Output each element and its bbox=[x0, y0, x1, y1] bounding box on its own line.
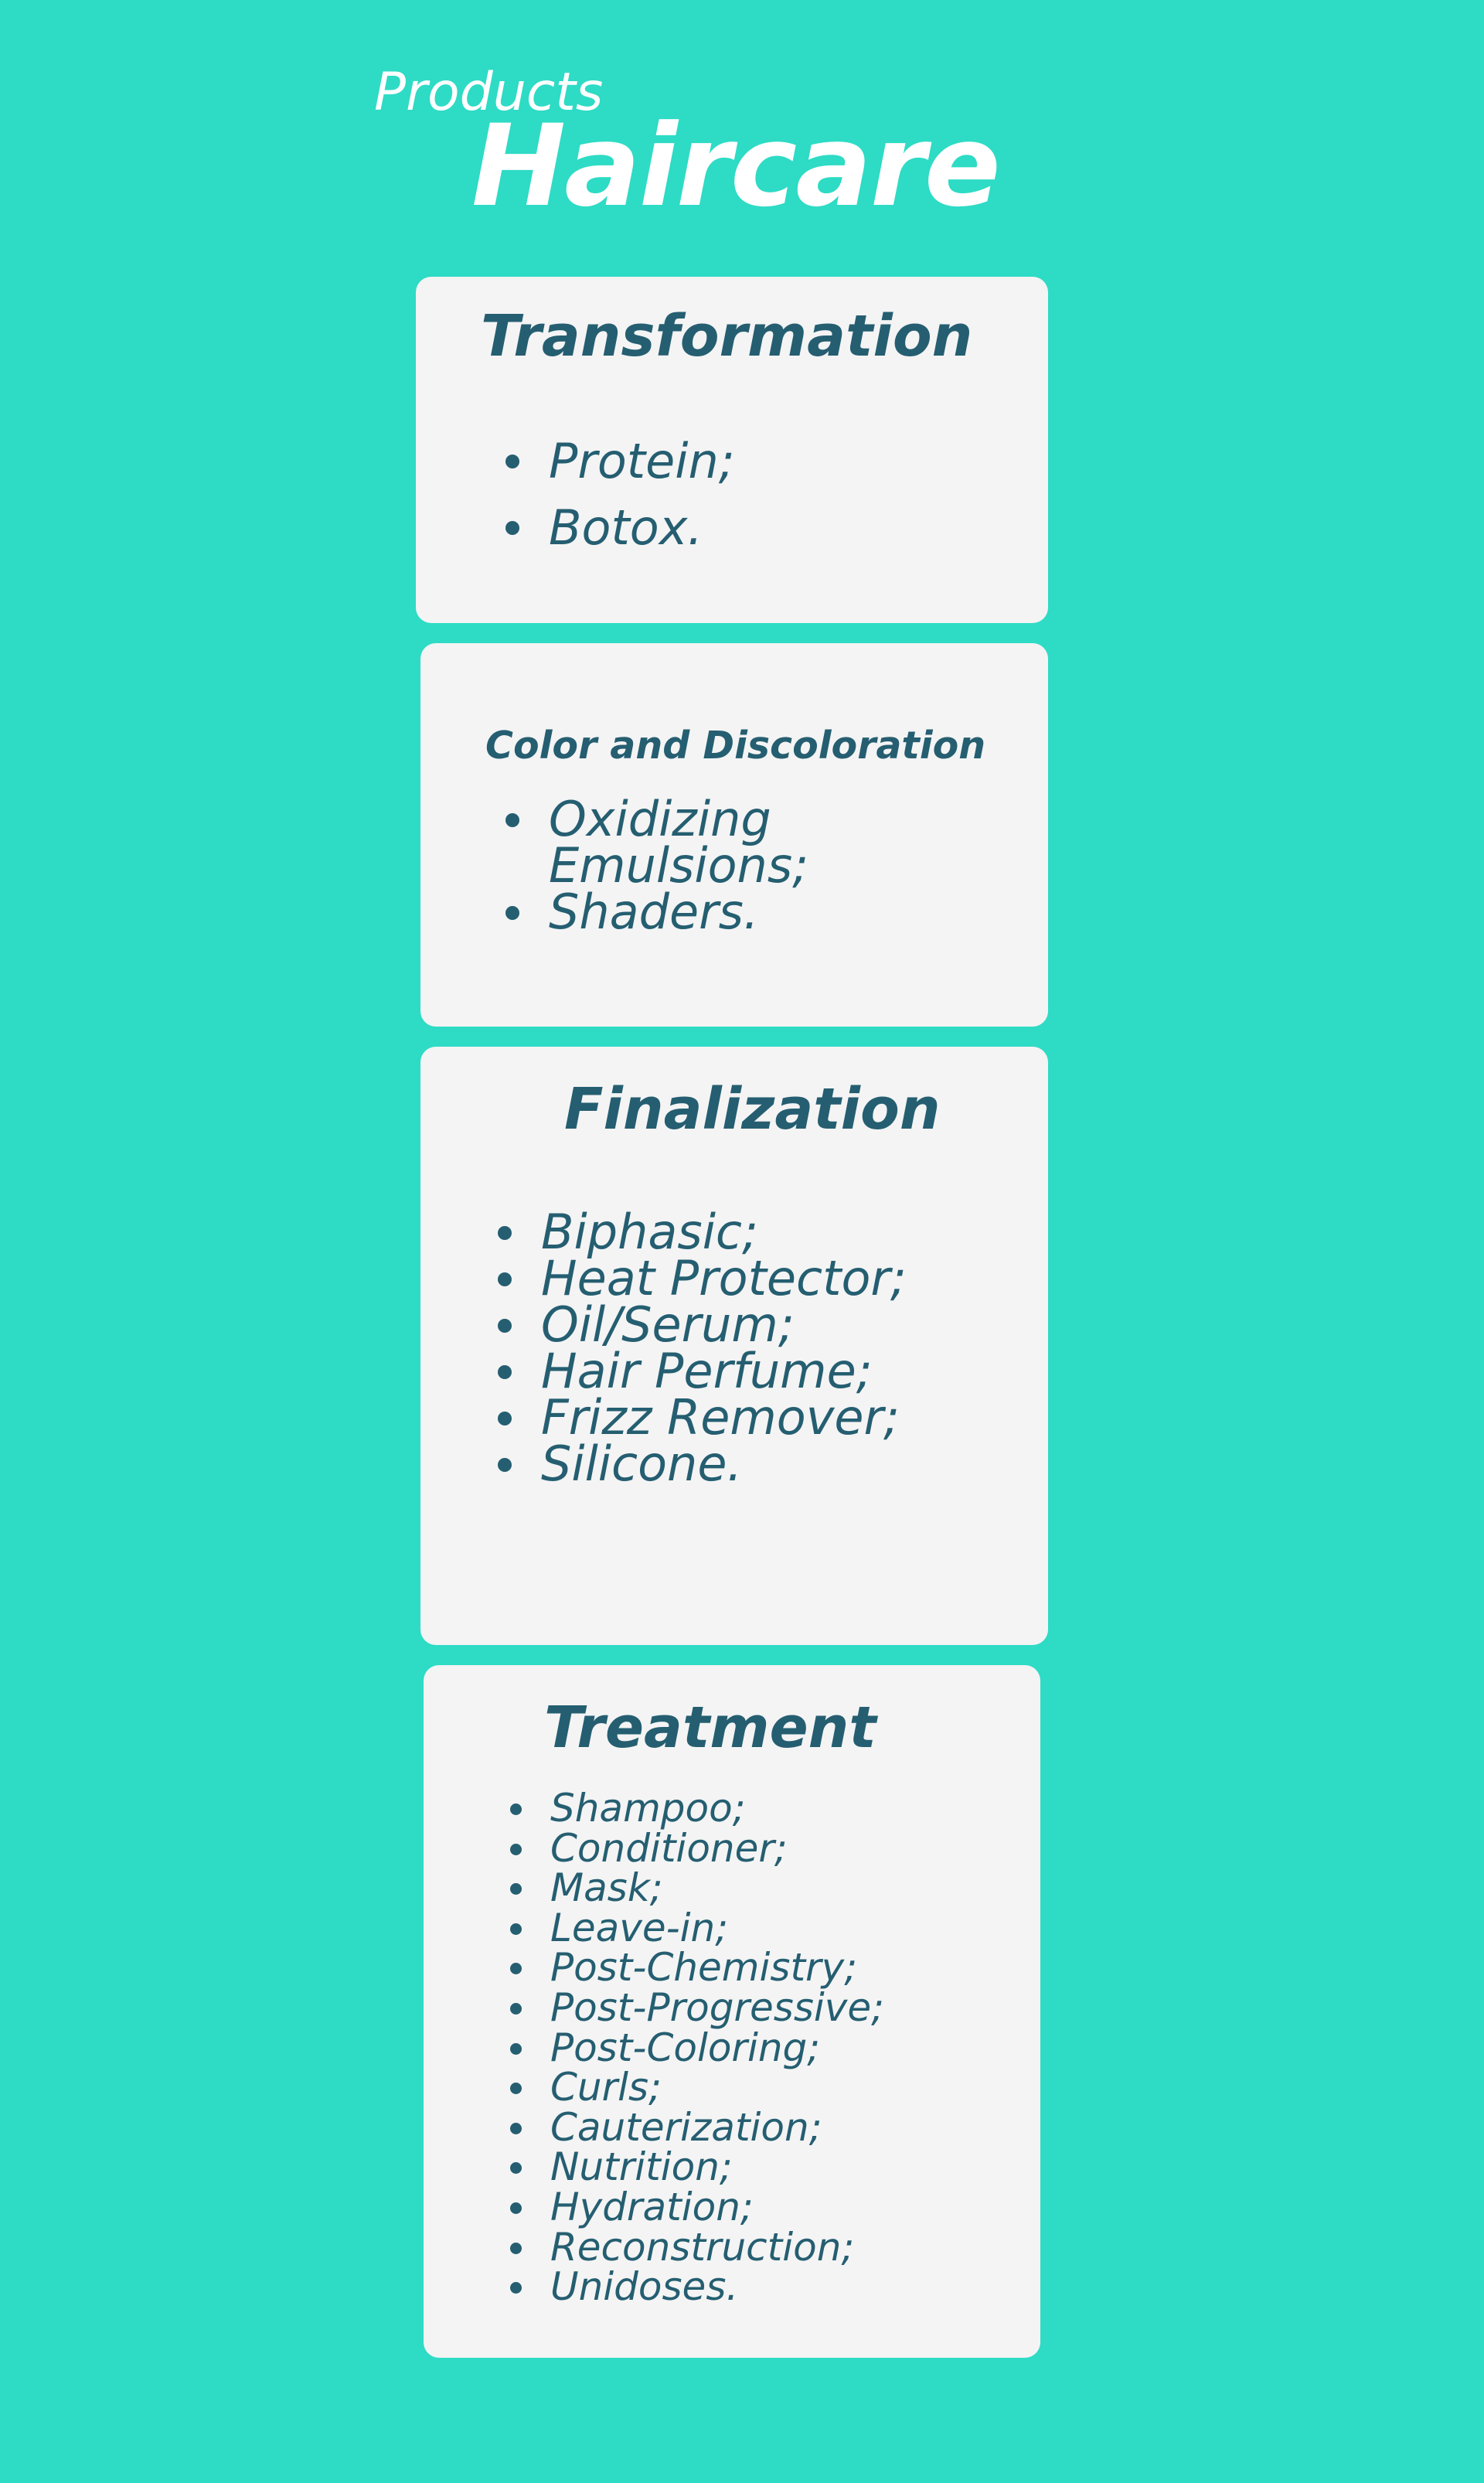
list-item: Heat Protector; bbox=[498, 1255, 907, 1302]
card-title: Finalization bbox=[564, 1076, 941, 1143]
card-treatment bbox=[424, 1665, 1040, 2358]
list-item: Cauterization; bbox=[510, 2108, 884, 2148]
list-item: Conditioner; bbox=[510, 1829, 884, 1869]
list-item: Protein; bbox=[505, 428, 735, 495]
list-item: Post-Coloring; bbox=[510, 2028, 884, 2069]
page-subtitle: Products bbox=[374, 62, 604, 123]
list-item: Post-Progressive; bbox=[510, 1988, 884, 2028]
list-item: Botox. bbox=[505, 495, 735, 561]
list-item: Hair Perfume; bbox=[498, 1348, 907, 1395]
page-title: Haircare bbox=[471, 100, 999, 232]
list-item: Curls; bbox=[510, 2068, 884, 2108]
list-item: Oil/Serum; bbox=[498, 1302, 907, 1348]
card-title: Transformation bbox=[481, 303, 973, 370]
product-list bbox=[510, 1786, 884, 2310]
list-item: Shaders. bbox=[505, 889, 873, 935]
list-item: Leave-in; bbox=[510, 1909, 884, 1949]
list-item: Biphasic; bbox=[498, 1209, 907, 1255]
card-color-and-discoloration bbox=[420, 643, 1048, 1027]
product-list bbox=[505, 428, 735, 561]
list-item: Oxidizing Emulsions; bbox=[505, 796, 873, 889]
list-item: Unidoses. bbox=[510, 2267, 884, 2308]
list-item: Silicone. bbox=[498, 1441, 907, 1487]
list-item: Frizz Remover; bbox=[498, 1395, 907, 1441]
list-item: Post-Chemistry; bbox=[510, 1948, 884, 1988]
list-item: Hydration; bbox=[510, 2188, 884, 2228]
product-list bbox=[505, 791, 873, 940]
list-item: Shampoo; bbox=[510, 1789, 884, 1829]
card-title: Treatment bbox=[544, 1695, 876, 1761]
list-item: Mask; bbox=[510, 1868, 884, 1909]
card-transformation bbox=[416, 277, 1048, 623]
product-list bbox=[498, 1204, 907, 1492]
list-item: Reconstruction; bbox=[510, 2228, 884, 2268]
card-finalization bbox=[420, 1047, 1048, 1645]
card-title: Color and Discoloration bbox=[485, 724, 986, 768]
list-item: Nutrition; bbox=[510, 2148, 884, 2188]
